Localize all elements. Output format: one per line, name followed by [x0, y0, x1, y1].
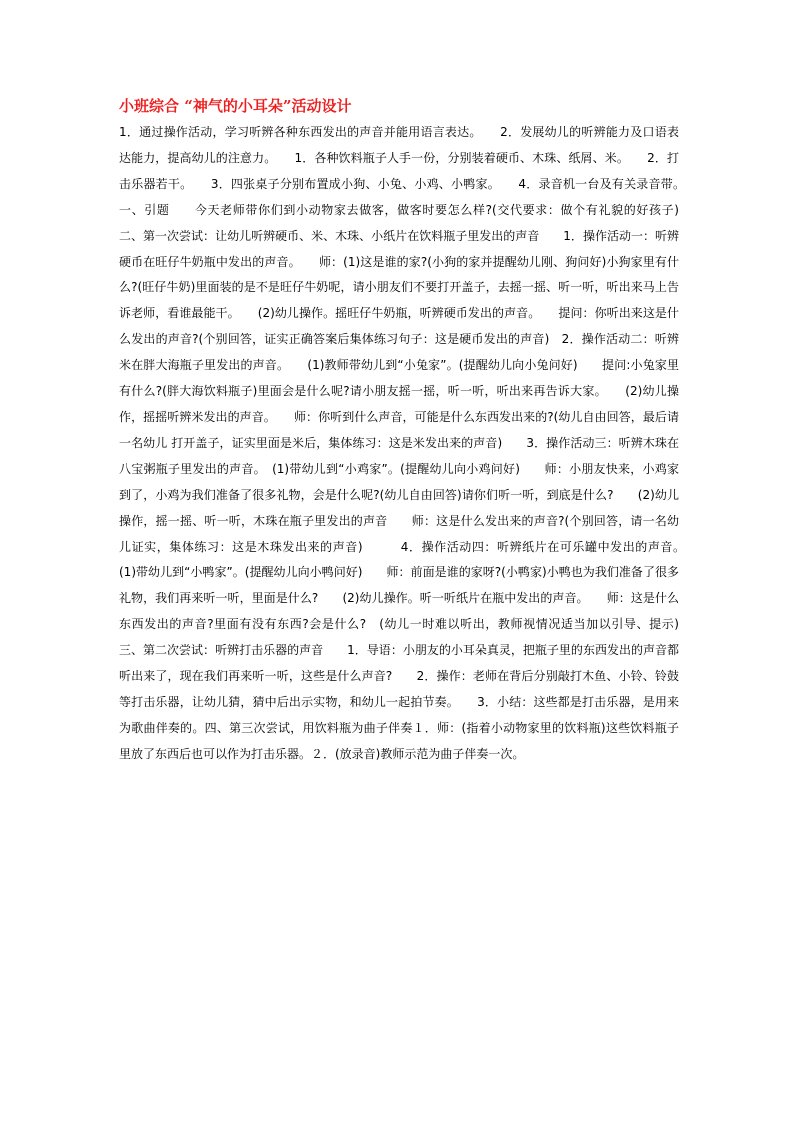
document-title: 小班综合 “神气的小耳朵”活动设计	[119, 97, 352, 115]
document-body: 1．通过操作活动，学习听辨各种东西发出的声音并能用语言表达。 2．发展幼儿的听辨能力及口语表达能力，提高幼儿的注意力。 1．各种饮料瓶子人手一份，分别装着硬币、木珠、纸屑、米。 2．打击乐器若干。 3．四张桌子分别布置成小狗、小兔、小鸡、小鸭家。 4．录音机一台及有关录音带。 一、引题 今天老师带你们到小动物家去做客，做客时要怎么样?(交代要求：做个有礼貌的好孩子) 二、第一次尝试：让幼儿听辨硬币、米、木珠、小纸片在饮料瓶子里发出的声音 1．操作活动一：听辨硬币在旺仔牛奶瓶中发出的声音。 师：(1)这是谁的家?(小狗的家并提醒幼儿刚、狗问好)小狗家里有什么?(旺仔牛奶)里面装的是不是旺仔牛奶呢，请小朋友们不要打开盖子，去摇一摇、听一听，听出来马上告诉老师，看谁最能干。 (2)幼儿操作。摇旺仔牛奶瓶，听辨硬币发出的声音。 提问：你听出来这是什么发出的声音?(个别回答，证实正确答案后集体练习句子：这是硬币发出的声音) 2．操作活动二：听辨米在胖大海瓶子里发出的声音。 (1)教师带幼儿到“小兔家”。(提醒幼儿向小兔问好) 提问:小兔家里有什么?(胖大海饮料瓶子)里面会是什么呢?请小朋友摇一摇，听一听，听出来再告诉大家。 (2)幼儿操作，摇摇听辨米发出的声音。 师：你听到什么声音，可能是什么东西发出来的?(幼儿自由回答，最后请一名幼儿 打开盖子，证实里面是米后，集体练习：这是米发出来的声音) 3．操作活动三：听辨木珠在八宝粥瓶子里发出的声音。 (1)带幼儿到“小鸡家”。(提醒幼儿向小鸡问好) 师：小朋友快来，小鸡家到了，小鸡为我们准备了很多礼物，会是什么呢?(幼儿自由回答)请你们听一听，到底是什么? (2)幼儿操作，摇一摇、听一听，木珠在瓶子里发出的声音 师：这是什么发出来的声音?(个别回答，请一名幼儿证实，集体练习：这是木珠发出来的声音) 4．操作活动四：听辨纸片在可乐罐中发出的声音。 (1)带幼儿到“小鸭家”。(提醒幼儿向小鸭问好) 师：前面是谁的家呀?(小鸭家)小鸭也为我们准备了很多礼物，我们再来听一听，里面是什么? (2)幼儿操作。听一听纸片在瓶中发出的声音。 师：这是什么东西发出的声音?里面有没有东西?会是什么? (幼儿一时难以听出，教师视情况适当加以引导、提示) 三、第二次尝试：听辨打击乐器的声音 1．导语：小朋友的小耳朵真灵，把瓶子里的东西发出的声音都听出来了，现在我们再来听一听，这些是什么声音? 2．操作：老师在背后分别敲打木鱼、小铃、铃鼓等打击乐器，让幼儿猜，猜中后出示实物，和幼儿一起拍节奏。 3．小结：这些都是打击乐器，是用来为歌曲伴奏的。四、第三次尝试，用饮料瓶为曲子伴奏１．师：(指着小动物家里的饮料瓶)这些饮料瓶子里放了东西后也可以作为打击乐器。２．(放录音)教师示范为曲子伴奏一次。	[119, 125, 716, 761]
document-page	[119, 95, 716, 768]
